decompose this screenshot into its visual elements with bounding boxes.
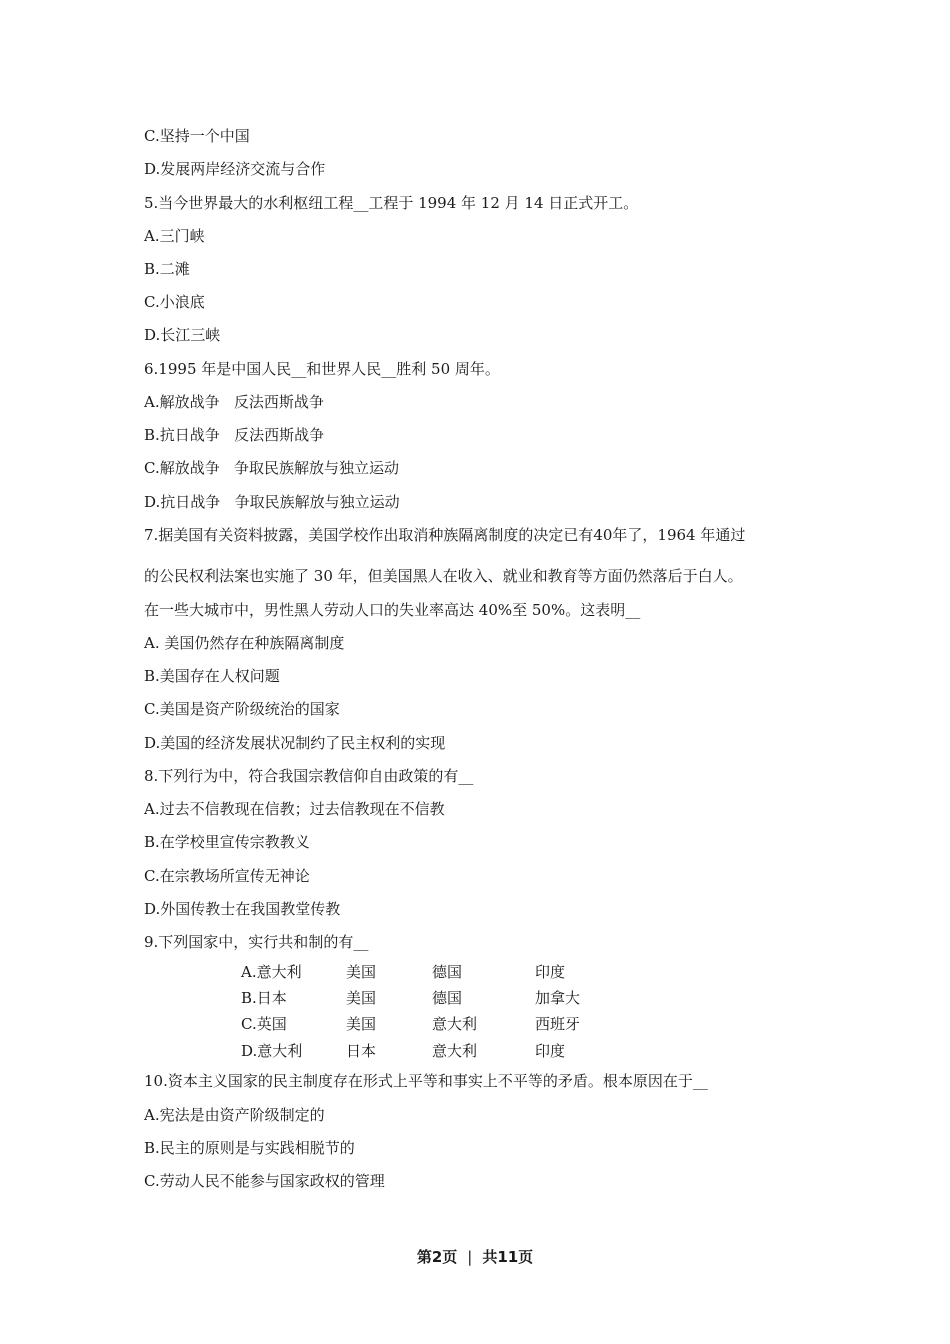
q9-cell: 德国 <box>432 963 463 981</box>
question-line: 5.当今世界最大的水利枢纽工程__工程于 1994 年 12 月 14 日正式开工。 <box>144 194 639 212</box>
question-line: 7.据美国有关资料披露，美国学校作出取消种族隔离制度的决定已有40年了，1964 年通过 <box>144 526 746 544</box>
question-line: 的公民权利法案也实施了 30 年，但美国黑人在收入、就业和教育等方面仍然落后于白人。 <box>144 567 743 585</box>
total-pages: 共11页 <box>482 1248 534 1266</box>
option-line: A.宪法是由资产阶级制定的 <box>144 1106 325 1124</box>
q9-cell: 印度 <box>535 1042 566 1060</box>
q9-cell: B.日本 <box>241 989 287 1007</box>
option-line: A.解放战争 反法西斯战争 <box>144 393 324 411</box>
option-line: D.美国的经济发展状况制约了民主权利的实现 <box>144 734 446 752</box>
q9-cell: 美国 <box>346 1015 377 1033</box>
question-line: 10.资本主义国家的民主制度存在形式上平等和事实上不平等的矛盾。根本原因在于__ <box>144 1072 708 1090</box>
q9-cell: D.意大利 <box>241 1042 303 1060</box>
q9-cell: C.英国 <box>241 1015 287 1033</box>
option-line: C.小浪底 <box>144 293 205 311</box>
option-line: A. 美国仍然存在种族隔离制度 <box>144 634 345 652</box>
option-line: C.劳动人民不能参与国家政权的管理 <box>144 1172 385 1190</box>
q9-cell: 德国 <box>432 989 463 1007</box>
option-line: C.在宗教场所宣传无神论 <box>144 867 310 885</box>
q9-cell: A.意大利 <box>241 963 302 981</box>
page-footer <box>0 1246 950 1267</box>
option-line: D.外国传教士在我国教堂传教 <box>144 900 341 918</box>
q9-cell: 意大利 <box>432 1015 478 1033</box>
option-line: D.长江三峡 <box>144 326 221 344</box>
option-line: C.美国是资产阶级统治的国家 <box>144 700 340 718</box>
q9-cell: 意大利 <box>432 1042 478 1060</box>
question-line: 6.1995 年是中国人民__和世界人民__胜利 50 周年。 <box>144 360 500 378</box>
q9-cell: 印度 <box>535 963 566 981</box>
q9-cell: 美国 <box>346 989 377 1007</box>
option-line: D.发展两岸经济交流与合作 <box>144 160 326 178</box>
option-line: C.坚持一个中国 <box>144 127 250 145</box>
q9-cell: 西班牙 <box>535 1015 581 1033</box>
option-line: B.抗日战争 反法西斯战争 <box>144 426 325 444</box>
q9-cell: 加拿大 <box>535 989 581 1007</box>
q9-cell: 日本 <box>346 1042 377 1060</box>
q9-cell: 美国 <box>346 963 377 981</box>
option-line: B.二滩 <box>144 260 190 278</box>
option-line: C.解放战争 争取民族解放与独立运动 <box>144 459 400 477</box>
footer-separator: | <box>467 1248 473 1266</box>
option-line: B.民主的原则是与实践相脱节的 <box>144 1139 355 1157</box>
question-line: 8.下列行为中，符合我国宗教信仰自由政策的有__ <box>144 767 474 785</box>
question-line: 在一些大城市中，男性黑人劳动人口的失业率高达 40%至 50%。这表明__ <box>144 601 641 619</box>
question-line: 9.下列国家中，实行共和制的有__ <box>144 933 369 951</box>
option-line: A.过去不信教现在信教；过去信教现在不信教 <box>144 800 445 818</box>
option-line: B.美国存在人权问题 <box>144 667 280 685</box>
option-line: B.在学校里宣传宗教教义 <box>144 833 310 851</box>
page-number: 第2页 <box>416 1248 458 1266</box>
option-line: D.抗日战争 争取民族解放与独立运动 <box>144 493 400 511</box>
option-line: A.三门峡 <box>144 227 205 245</box>
